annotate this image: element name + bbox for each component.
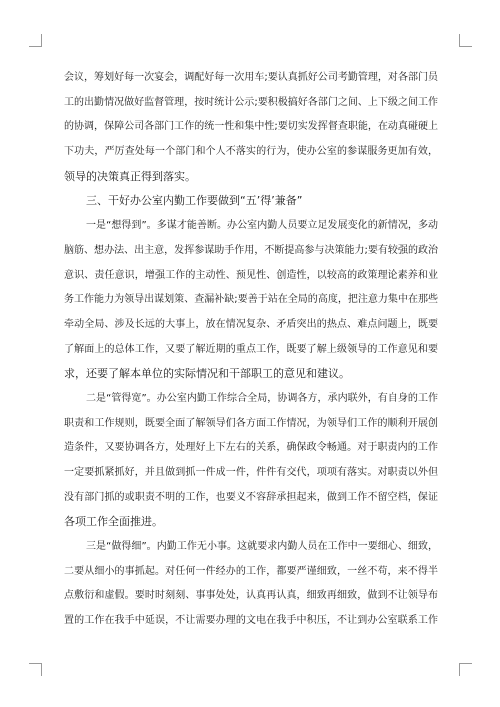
text-line: 牵动全局、涉及长远的大事上，放在情况复杂、矛盾突出的热点、难点问题上，既要 — [64, 318, 438, 330]
text-line: 的协调，保障公司各部门工作的统一性和集中性;要切实发挥督查职能，在动真碰硬上 — [64, 121, 438, 133]
crop-mark-top-left — [29, 34, 42, 47]
text-line: 求，还要了解本单位的实际情况和干部职工的意见和建议。 — [64, 367, 350, 381]
text-line: 了解面上的总体工作，又要了解近期的重点工作，既要了解上级领导的工作意见和要 — [64, 343, 438, 355]
text-line: 二要从细小的事抓起。对任何一件经办的工作，都要严谨细致，一丝不苟，来不得半 — [64, 565, 438, 577]
text-line: 脑筋、想办法、出主意，发挥参谋助手作用，不断提高参与决策能力;要有较强的政治 — [64, 244, 438, 256]
text-line: 一定要抓紧抓好，并且做到抓一件成一件，件件有交代，项项有落实。对职责以外但 — [64, 467, 438, 478]
text-line: 务工作能力为领导出谋划策、查漏补缺;要善于站在全局的高度，把注意力集中在那些 — [64, 294, 438, 306]
text-line: 工的出勤情况做好监督管理，按时统计公示;要积极搞好各部门之间、上下级之间工作 — [64, 96, 438, 108]
text-line: 二是“管得宽”。办公室内勤工作综合全局，协调各方，承内联外，有自身的工作 — [86, 392, 438, 404]
text-line: 三、干好办公室内勤工作要做到“五’得’兼备” — [86, 194, 303, 208]
text-line: 三是“做得细”。内勤工作无小事。这就要求内勤人员在工作中一要细心、细致， — [86, 541, 438, 553]
text-line: 职责和工作规则，既要全面了解领导们各方面工作情况，为领导们工作的顺利开展创 — [64, 417, 438, 429]
text-line: 意识、责任意识，增强工作的主动性、预见性、创造性，以较高的政策理论素养和业 — [64, 269, 438, 281]
text-line: 领导的决策真正得到落实。 — [64, 169, 196, 183]
text-line: 各项工作全面推进。 — [64, 515, 163, 529]
text-line: 置的工作在我手中延误，不让需要办理的文电在我手中积压，不让到办公室联系工作 — [64, 615, 438, 627]
crop-mark-bottom-right — [459, 663, 472, 676]
text-line: 没有部门抓的或职责不明的工作，也要义不容辞承担起来，做到工作不留空档，保证 — [64, 491, 438, 503]
text-line: 下功夫，严厉查处每一个部门和个人不落实的行为，使办公室的参谋服务更加有效， — [64, 146, 438, 158]
text-line: 会议，筹划好每一次宴会，调配好每一次用车;要认真抓好公司考勤管理，对各部门员 — [64, 72, 438, 83]
crop-mark-bottom-left — [29, 663, 42, 676]
text-line: 造条件，又要协调各方，处理好上下左右的关系，确保政令畅通。对于职责内的工作 — [64, 442, 438, 454]
text-line: 一是“想得到”。多谋才能善断。办公室内勤人员要立足发展变化的新情况，多动 — [86, 220, 438, 232]
text-line: 点敷衍和虚假。要时时刻刻、事事处处，认真再认真，细致再细致，做到不让领导布 — [64, 590, 438, 602]
document-body — [64, 66, 438, 634]
crop-mark-top-right — [459, 34, 472, 47]
